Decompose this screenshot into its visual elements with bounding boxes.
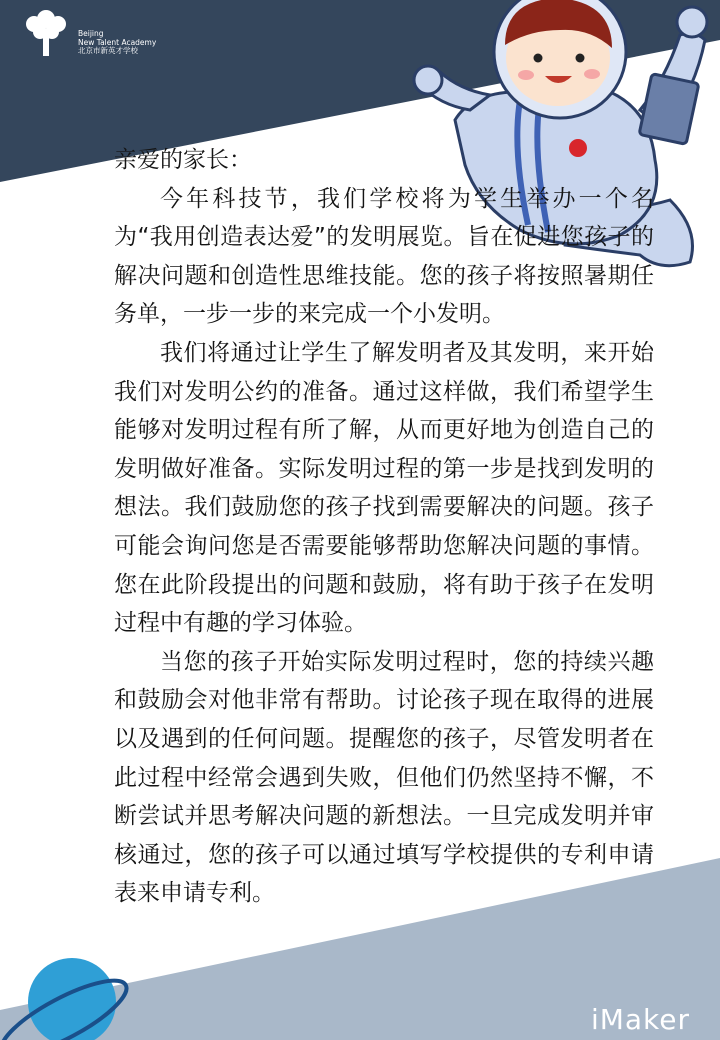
- letter-paragraph-2: 我们将通过让学生了解发明者及其发明，来开始我们对发明公约的准备。通过这样做，我们希望学生能够对发明过程有所了解，从而更好地为创造自己的发明做好准备。实际发明过程的第一步是找到发明的想法。我们鼓励您的孩子找到需要解决的问题。孩子可能会询问您是否需要能够帮助您解决问题的事情。您在此阶段提出的问题和鼓励，将有助于孩子在发明过程中有趣的学习体验。: [114, 339, 654, 637]
- school-name-cn: 北京市新英才学校: [78, 46, 138, 55]
- letter-paragraph-1: 今年科技节，我们学校将为学生举办一个名为“我用创造表达爱”的发明展览。旨在促进您孩子的解决问题和创造性思维技能。您的孩子将按照暑期任务单，一步一步的来完成一个小发明。: [114, 185, 654, 328]
- letter-body: [114, 141, 654, 913]
- school-name-en-2: New Talent Academy: [78, 37, 157, 47]
- tree-icon: [18, 10, 74, 60]
- school-name: [78, 30, 156, 56]
- letter-greeting: 亲爱的家长：: [114, 147, 252, 173]
- brand-logo: iMaker: [590, 1003, 690, 1036]
- school-name-en-1: Beijing: [78, 29, 104, 38]
- letter-paragraph-3: 当您的孩子开始实际发明过程时，您的持续兴趣和鼓励会对他非常有帮助。讨论孩子现在取得的进展以及遇到的任何问题。提醒您的孩子，尽管发明者在此过程中经常会遇到失败，但他们仍然坚持不懈，不断尝试并思考解决问题的新想法。一旦完成发明并审核通过，您的孩子可以通过填写学校提供的专利申请表来申请专利。: [114, 648, 654, 907]
